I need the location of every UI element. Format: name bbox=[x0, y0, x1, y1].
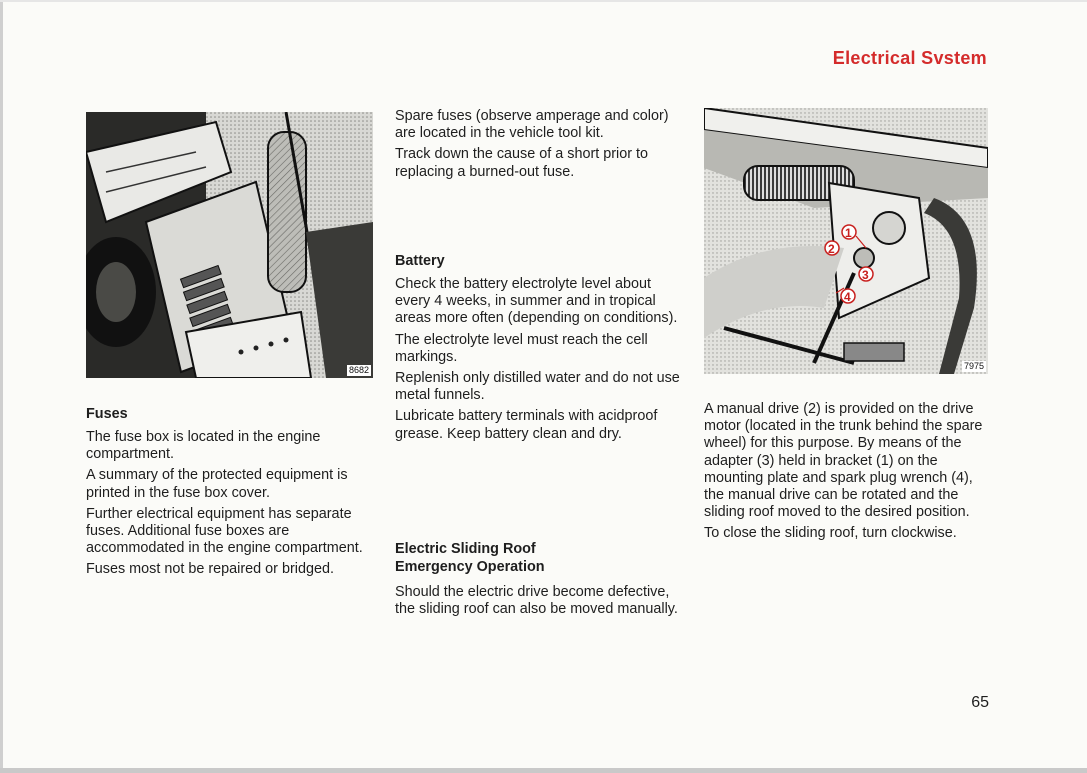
sliding-roof-heading-line2: Emergency Operation bbox=[395, 559, 545, 575]
manual-drive-section bbox=[704, 401, 989, 547]
fuses-paragraph: The fuse box is located in the engine compartment. bbox=[86, 429, 321, 463]
page-edge-left bbox=[0, 0, 3, 773]
battery-section bbox=[395, 252, 680, 447]
battery-paragraph: The electrolyte level must reach the cell markings. bbox=[395, 331, 648, 365]
battery-paragraph: Replenish only distilled water and do not use metal funnels. bbox=[395, 370, 680, 404]
fuse-box-drawing bbox=[86, 112, 373, 378]
manual-drive-paragraph: A manual drive (2) is provided on the drive motor (located in the trunk behind the spare wheel) for this purpose. By means of the adapter (3) held in bracket (1) on the mounting plate and spark plug wrench (4), the manual drive can be rotated and the sliding roof moved to the desired position. bbox=[704, 401, 983, 521]
battery-paragraph: Lubricate battery terminals with acidproof grease. Keep battery clean and dry. bbox=[395, 408, 658, 442]
fuses-section bbox=[86, 405, 376, 583]
callout-label-2: 2 bbox=[828, 242, 835, 256]
sliding-roof-paragraph: Should the electric drive become defective, the sliding roof can also be moved manually. bbox=[395, 584, 678, 618]
callout-label-4: 4 bbox=[844, 290, 851, 304]
spare-fuses-paragraph: Spare fuses (observe amperage and color) are located in the vehicle tool kit. bbox=[395, 108, 669, 142]
spare-fuses-section bbox=[395, 108, 680, 185]
section-header: Electrical Svstem bbox=[832, 48, 987, 68]
callout-label-1: 1 bbox=[845, 226, 852, 240]
sliding-roof-heading bbox=[395, 540, 680, 576]
fuses-paragraph: Fuses most not be repaired or bridged. bbox=[86, 561, 334, 578]
battery-paragraph: Check the battery electrolyte level about every 4 weeks, in summer and in tropical areas more often (depending on conditions). bbox=[395, 276, 678, 327]
callout-label-3: 3 bbox=[862, 268, 869, 282]
page-edge-bottom bbox=[0, 768, 1087, 773]
page-number: 65 bbox=[971, 694, 989, 711]
page-edge-top bbox=[0, 0, 1087, 2]
fuses-paragraph: Further electrical equipment has separate fuses. Additional fuse boxes are accommodated in the engine compartment. bbox=[86, 505, 363, 557]
manual-drive-paragraph: To close the sliding roof, turn clockwise. bbox=[704, 525, 957, 542]
fuses-paragraph: A summary of the protected equipment is printed in the fuse box cover. bbox=[86, 467, 348, 501]
roof-drive-drawing bbox=[704, 108, 988, 374]
spare-fuses-paragraph: Track down the cause of a short prior to replacing a burned-out fuse. bbox=[395, 146, 649, 180]
sliding-roof-section bbox=[395, 540, 680, 622]
sliding-roof-illustration bbox=[704, 108, 988, 374]
figure-number: 7975 bbox=[963, 361, 984, 371]
figure-number: 8682 bbox=[348, 365, 369, 375]
fuse-box-illustration bbox=[86, 112, 373, 378]
fuses-heading: Fuses bbox=[86, 406, 128, 422]
battery-heading: Battery bbox=[395, 253, 445, 269]
sliding-roof-heading-line1: Electric Sliding Roof bbox=[395, 541, 536, 557]
